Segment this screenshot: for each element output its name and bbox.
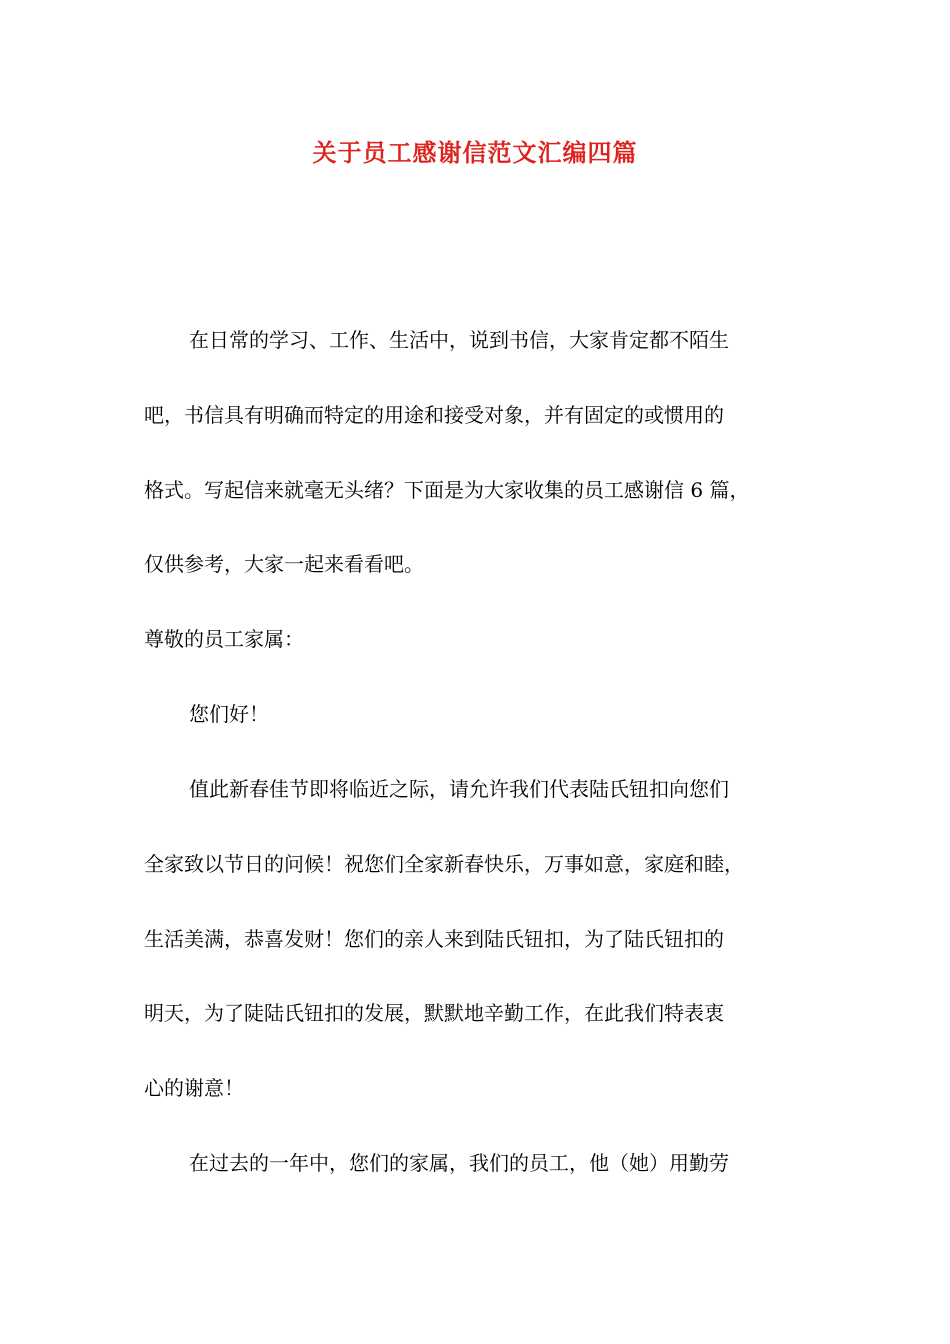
paragraph-line: 生活美满，恭喜发财！您们的亲人来到陆氏钮扣，为了陆氏钮扣的 bbox=[144, 927, 724, 951]
paragraph-line: 在日常的学习、工作、生活中，说到书信，大家肯定都不陌生 bbox=[189, 328, 729, 352]
paragraph-line: 在过去的一年中，您们的家属，我们的员工，他（她）用勤劳 bbox=[189, 1151, 729, 1175]
paragraph-line: 心的谢意！ bbox=[144, 1076, 244, 1100]
paragraph-line: 吧，书信具有明确而特定的用途和接受对象，并有固定的或惯用的 bbox=[144, 403, 724, 427]
paragraph-line: 仅供参考，大家一起来看看吧。 bbox=[144, 552, 424, 576]
paragraph-line: 值此新春佳节即将临近之际，请允许我们代表陆氏钮扣向您们 bbox=[189, 777, 729, 801]
paragraph-line: 全家致以节日的问候！祝您们全家新春快乐，万事如意，家庭和睦， bbox=[144, 852, 744, 876]
paragraph-line: 格式。写起信来就毫无头绪？下面是为大家收集的员工感谢信 6 篇， bbox=[144, 478, 750, 502]
paragraph-line: 明天，为了陡陆氏钮扣的发展，默默地辛勤工作，在此我们特表衷 bbox=[144, 1001, 724, 1025]
salutation-line: 尊敬的员工家属： bbox=[144, 627, 304, 651]
document-title: 关于员工感谢信范文汇编四篇 bbox=[312, 138, 638, 167]
greeting-line: 您们好！ bbox=[189, 702, 269, 726]
